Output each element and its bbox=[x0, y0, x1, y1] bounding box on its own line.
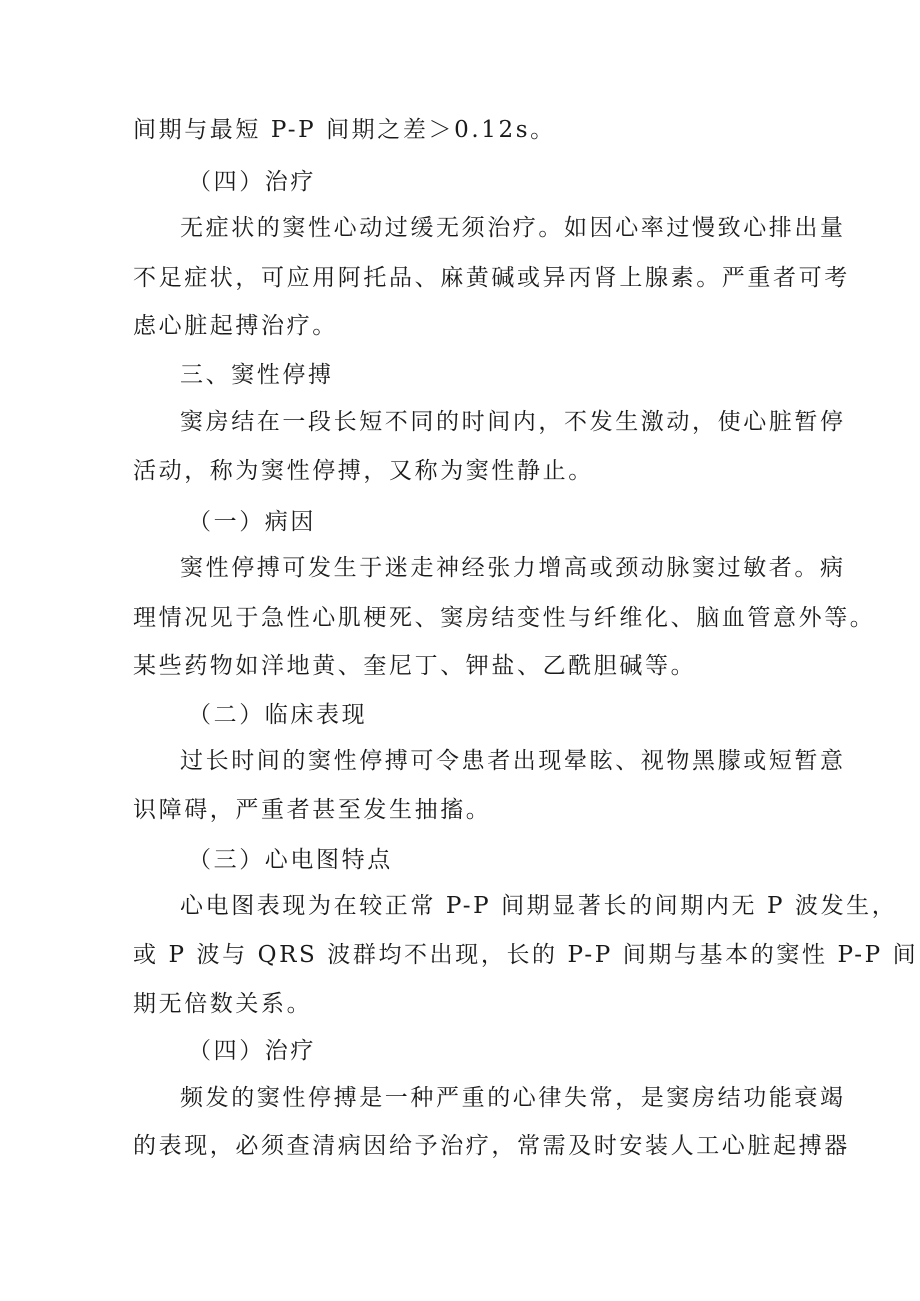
paragraph-line: 无症状的窦性心动过缓无须治疗。如因心率过慢致心排出量 bbox=[180, 215, 846, 241]
paragraph-line: 理情况见于急性心肌梗死、窦房结变性与纤维化、脑血管意外等。 bbox=[133, 605, 876, 631]
subsection-heading-treatment-2: （四）治疗 bbox=[188, 1038, 316, 1064]
paragraph-line: 频发的窦性停搏是一种严重的心律失常，是窦房结功能衰竭 bbox=[180, 1085, 846, 1111]
subsection-heading-treatment: （四）治疗 bbox=[188, 169, 316, 195]
paragraph-line: 间期与最短 P-P 间期之差＞0.12s。 bbox=[133, 117, 556, 143]
paragraph-line: 期无倍数关系。 bbox=[133, 991, 313, 1017]
paragraph-line: 识障碍，严重者甚至发生抽搐。 bbox=[133, 797, 492, 823]
paragraph-line: 过长时间的窦性停搏可令患者出现晕眩、视物黑朦或短暂意 bbox=[180, 748, 846, 774]
section-heading-sinus-arrest: 三、窦性停搏 bbox=[180, 362, 334, 388]
paragraph-line: 窦性停搏可发生于迷走神经张力增高或颈动脉窦过敏者。病 bbox=[180, 555, 846, 581]
subsection-heading-ecg: （三）心电图特点 bbox=[188, 847, 393, 873]
paragraph-line: 某些药物如洋地黄、奎尼丁、钾盐、乙酰胆碱等。 bbox=[133, 653, 697, 679]
paragraph-line: 或 P 波与 QRS 波群均不出现，长的 P-P 间期与基本的窦性 P-P 间 bbox=[133, 942, 919, 968]
paragraph-line: 虑心脏起搏治疗。 bbox=[133, 313, 338, 339]
paragraph-line: 活动，称为窦性停搏，又称为窦性静止。 bbox=[133, 458, 594, 484]
paragraph-line: 心电图表现为在较正常 P-P 间期显著长的间期内无 P 波发生， bbox=[180, 893, 898, 919]
subsection-heading-clinical: （二）临床表现 bbox=[188, 702, 368, 728]
subsection-heading-cause: （一）病因 bbox=[188, 509, 316, 535]
paragraph-line: 窦房结在一段长短不同的时间内，不发生激动，使心脏暂停 bbox=[180, 409, 846, 435]
paragraph-line: 不足症状，可应用阿托品、麻黄碱或异丙肾上腺素。严重者可考 bbox=[133, 265, 850, 291]
paragraph-line: 的表现，必须查清病因给予治疗，常需及时安装人工心脏起搏器 bbox=[133, 1133, 850, 1159]
